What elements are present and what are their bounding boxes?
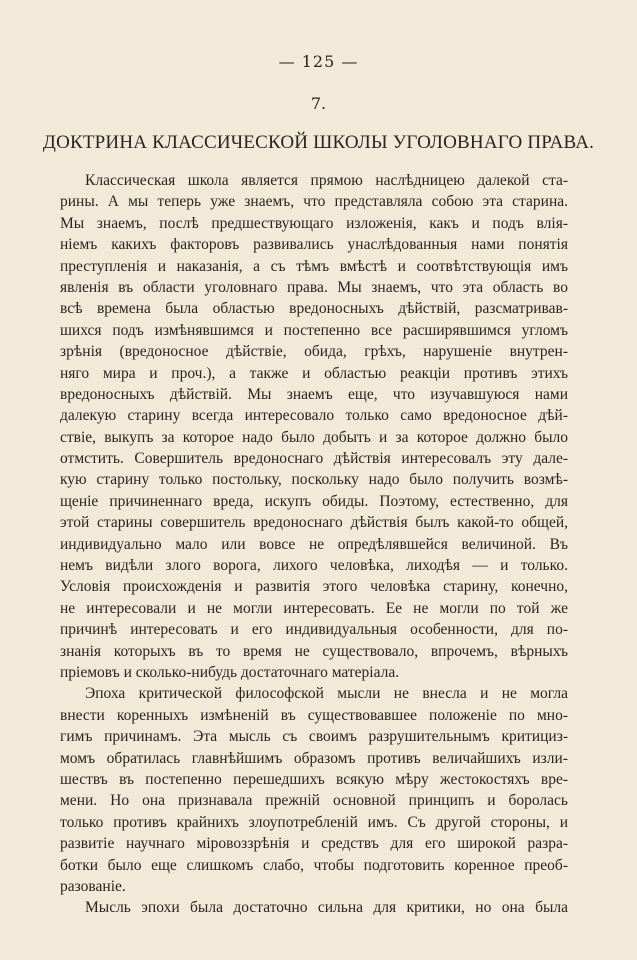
text-line: ніемъ какихъ факторовъ развивались унаслѣдованныя нами понятія [60, 236, 568, 254]
text-line: гимъ причинамъ. Эта мысль съ своимъ разрушительнымъ критициз- [60, 728, 568, 746]
text-line: рины. А мы теперь уже знаемъ, что представляла собою эта старина. [60, 193, 568, 211]
text-line: пріемовъ и сколько-нибудь достаточнаго матеріала. [60, 663, 400, 681]
text-line: ствіе, выкупъ за которое надо было добыть и за которое должно было [60, 428, 568, 446]
paragraph [60, 897, 568, 918]
text-line: шихся подъ измѣнявшимся и постепенно все расширявшимся угломъ [60, 321, 568, 339]
text-line: внести коренныхъ измѣненій въ существовавшее положеніе по мно- [60, 706, 568, 724]
text-line: отмстить. Совершитель вредоноснаго дѣйствія интересовалъ эту дале- [60, 450, 568, 468]
body-text [60, 170, 568, 919]
text-line: щеніе причиненнаго вреда, искупъ обиды. Поэтому, естественно, для [60, 492, 568, 510]
text-line: момъ обратилась главнѣйшимъ образомъ противъ величайшихъ изли- [60, 749, 568, 767]
page-number: — 125 — [278, 52, 359, 71]
paragraph [60, 170, 568, 683]
text-line: этой старины совершитель вредоноснаго дѣйствія былъ какой-то общей, [60, 514, 568, 532]
text-line: только противъ крайнихъ злоупотребленій имъ. Съ другой стороны, и [60, 813, 568, 831]
text-line: индивидуально мало или вовсе не опредѣлявшейся величиной. Въ [60, 535, 568, 553]
text-line: явленія въ области уголовнаго права. Мы знаемъ, что эта область во [60, 278, 568, 296]
text-line: не интересовали и не могли интересовать. Ее не могли по той же [60, 599, 568, 617]
text-line: Мы знаемъ, послѣ предшествующаго изложенія, какъ и подъ влія- [60, 214, 568, 232]
text-line: далекую старину всегда интересовало только само вредоносное дѣй- [60, 407, 568, 425]
text-line: развитіе научнаго міровоззрѣнія и средствъ для его широкой разра- [60, 835, 568, 853]
text-line: преступленія и наказанія, а съ тѣмъ вмѣстѣ и соотвѣтствующія имъ [60, 257, 568, 275]
text-line: немъ видѣли злого ворога, лихого человѣка, лиходѣя — и только. [60, 557, 568, 575]
text-line: Условія происхожденія и развитія этого человѣка старину, конечно, [60, 578, 568, 596]
text-line: причинѣ интересовать и его индивидуальныя особенности, для по- [60, 621, 568, 639]
text-line: разованіе. [60, 877, 126, 895]
text-line: вредоносныхъ дѣйствій. Мы знаемъ еще, что изучавшуюся нами [60, 385, 568, 403]
paragraph [60, 683, 568, 897]
text-line: знанія которыхъ въ то время не существовало, впрочемъ, вѣрныхъ [60, 642, 568, 660]
section-number: 7. [310, 94, 327, 113]
text-line: всѣ времена была областью вредоносныхъ дѣйствій, разсматривав- [60, 300, 568, 318]
text-line: кую старину только постольку, поскольку надо было получить возмѣ- [60, 471, 568, 489]
text-line: зрѣнія (вредоносное дѣйствіе, обида, грѣхъ, нарушеніе внутрен- [60, 343, 568, 361]
text-line: мени. Но она признавала прежній основной принципъ и боролась [60, 792, 568, 810]
text-line: Классическая школа является прямою наслѣдницею далекой ста- [85, 172, 568, 189]
text-line: шествъ въ постепенно перешедшихъ всякую мѣру жестокостяхъ вре- [60, 770, 568, 788]
text-line: няго мира и проч.), а также и областью реакціи противъ этихъ [60, 364, 568, 382]
text-line: ботки было еще слишкомъ слабо, чтобы подготовить коренное преоб- [60, 856, 568, 874]
text-line: Эпоха критической философской мысли не внесла и не могла [85, 685, 568, 703]
text-line: Мысль эпохи была достаточно сильна для критики, но она была [85, 899, 568, 917]
chapter-title: ДОКТРИНА КЛАССИЧЕСКОЙ ШКОЛЫ УГОЛОВНАГО ПРАВА. [42, 132, 595, 153]
